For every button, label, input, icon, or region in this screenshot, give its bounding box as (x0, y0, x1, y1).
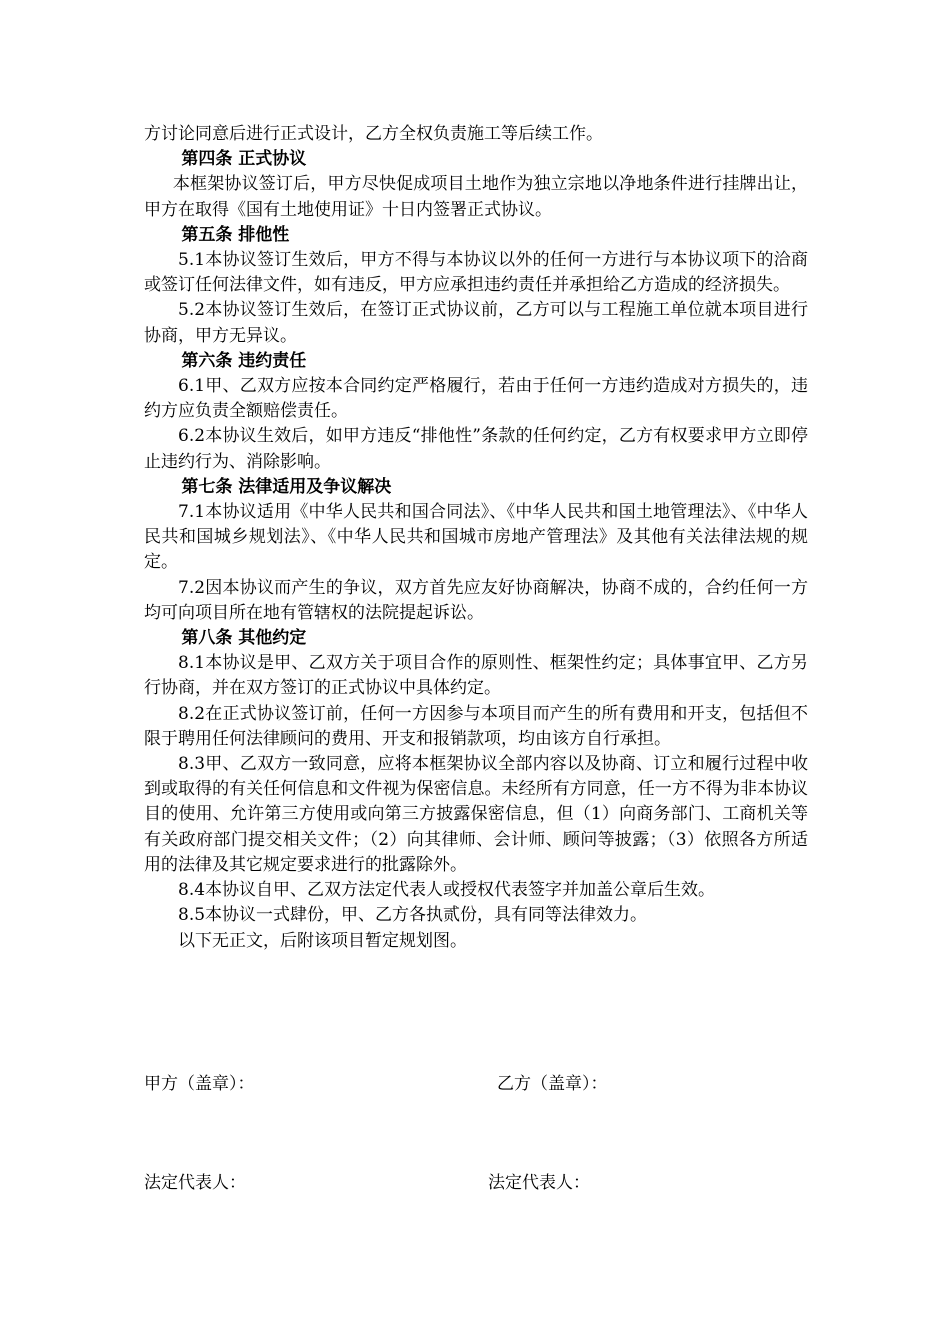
paragraph: 5.2本协议签订生效后，在签订正式协议前，乙方可以与工程施工单位就本项目进行协商，甲方无异议。 (144, 300, 808, 346)
article-heading: 第五条 排他性 (181, 224, 290, 245)
paragraph: 6.2本协议生效后，如甲方违反“排他性”条款的任何约定，乙方有权要求甲方立即停止违约行为、消除影响。 (144, 426, 808, 472)
party-a-seal-label: 甲方（盖章）： (144, 1074, 255, 1094)
paragraph: 6.1甲、乙双方应按本合同约定严格履行，若由于任何一方违约造成对方损失的，违约方应负责全额赔偿责任。 (144, 376, 808, 422)
party-b-representative-label: 法定代表人： (488, 1173, 590, 1193)
paragraph: 8.1本协议是甲、乙双方关于项目合作的原则性、框架性约定；具体事宜甲、乙方另行协商，并在双方签订的正式协议中具体约定。 (144, 653, 808, 699)
paragraph: 8.2在正式协议签订前，任何一方因参与本项目而产生的所有费用和开支，包括但不限于聘用任何法律顾问的费用、开支和报销款项，均由该方自行承担。 (144, 703, 808, 749)
party-b-seal-label: 乙方（盖章）： (497, 1074, 608, 1094)
paragraph: 7.1本协议适用《中华人民共和国合同法》、《中华人民共和国土地管理法》、《中华人民共和国城乡规划法》、《中华人民共和国城市房地产管理法》及其他有关法律法规的规定。 (144, 502, 808, 573)
paragraph: 以下无正文，后附该项目暂定规划图。 (178, 930, 467, 951)
article-heading: 第四条 正式协议 (181, 149, 307, 170)
document-body (144, 122, 808, 954)
article-heading: 第七条 法律适用及争议解决 (181, 476, 392, 497)
paragraph: 方讨论同意后进行正式设计，乙方全权负责施工等后续工作。 (144, 124, 603, 144)
paragraph: 8.5本协议一式肆份，甲、乙方各执贰份，具有同等法律效力。 (178, 905, 648, 926)
article-heading: 第六条 违约责任 (181, 350, 307, 371)
paragraph: 8.3甲、乙双方一致同意，应将本框架协议全部内容以及协商、订立和履行过程中收到或取得的有关任何信息和文件视为保密信息。未经所有方同意，任一方不得为非本协议目的使用、允许第三方使用或向第三方披露保密信息，但（1）向商务部门、工商机关等有关政府部门提交相关文件；（2）向其律师、会计师、顾问等披露；（3）依照各方所适用的法律及其它规定要求进行的批露除外。 (144, 754, 808, 875)
paragraph: 本框架协议签订后，甲方尽快促成项目土地作为独立宗地以净地条件进行挂牌出让，甲方在取得《国有土地使用证》十日内签署正式协议。 (144, 174, 808, 220)
party-a-representative-label: 法定代表人： (144, 1173, 246, 1193)
article-heading: 第八条 其他约定 (181, 628, 307, 649)
paragraph: 8.4本协议自甲、乙双方法定代表人或授权代表签字并加盖公章后生效。 (178, 880, 716, 901)
paragraph: 5.1本协议签订生效后，甲方不得与本协议以外的任何一方进行与本协议项下的洽商或签订任何法律文件，如有违反，甲方应承担违约责任并承担给乙方造成的经济损失。 (144, 250, 808, 296)
paragraph: 7.2因本协议而产生的争议，双方首先应友好协商解决，协商不成的，合约任何一方均可向项目所在地有管辖权的法院提起诉讼。 (144, 577, 808, 623)
